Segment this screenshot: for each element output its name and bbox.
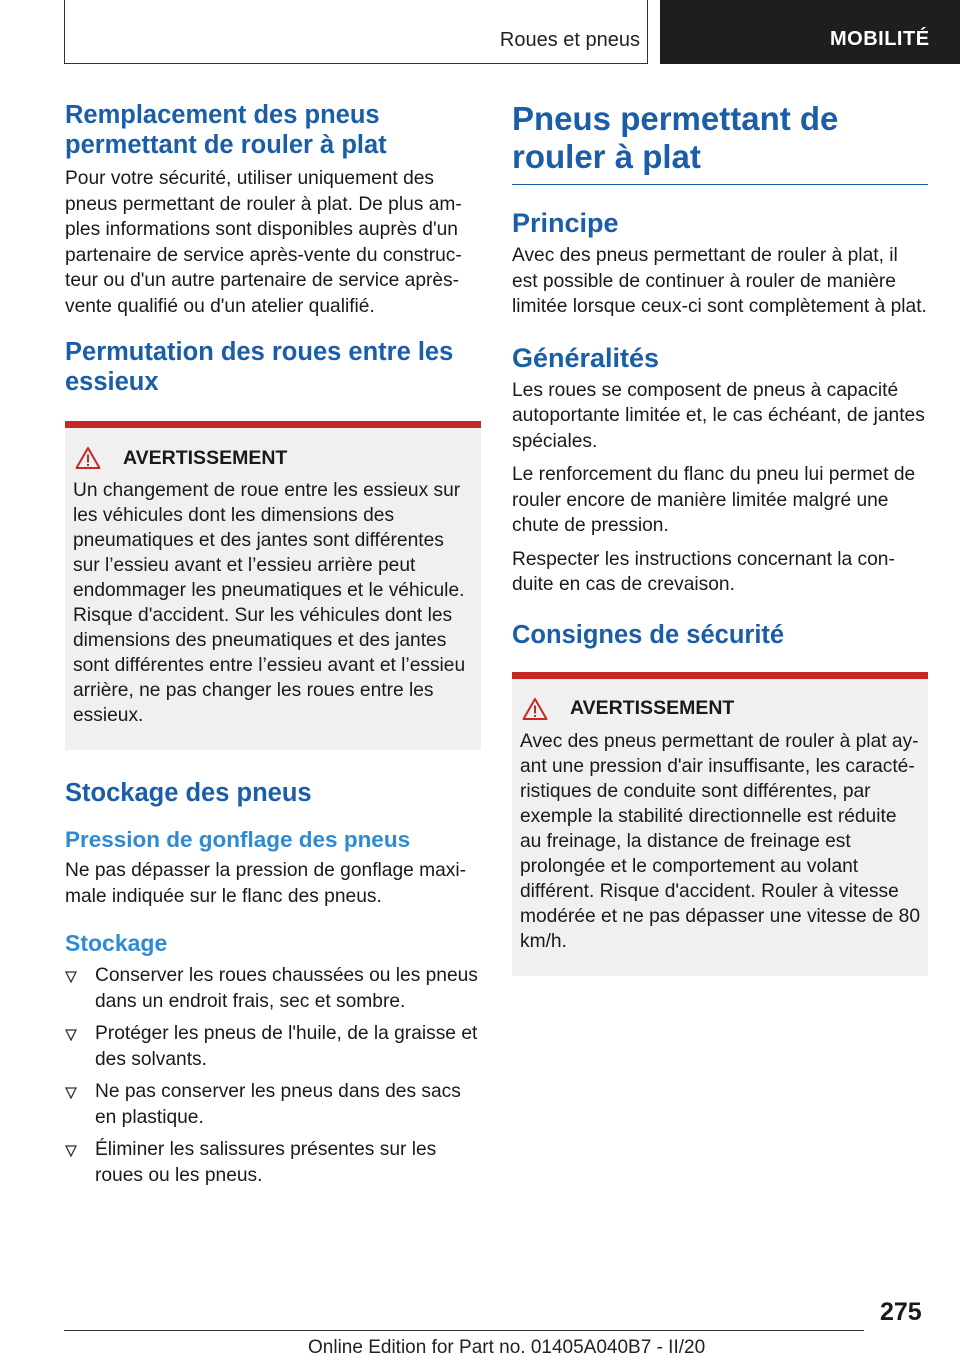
footer-rule: [64, 1330, 864, 1331]
list-item: [65, 1021, 481, 1072]
permutation-warning-box: [65, 421, 481, 750]
runflat-warning-box: [512, 672, 928, 976]
general-paragraph: Le renforcement du flanc du pneu lui permet de rouler encore de manière limitée malgré une chute de pression.: [512, 464, 916, 536]
general-paragraph: Les roues se composent de pneus à capacité autoportante limitée et, le cas échéant, de jantes spéciales.: [512, 379, 925, 452]
warning-triangle-icon: [75, 446, 101, 470]
general-paragraph: Respecter les instructions concernant la conduite en cas de crevaison.: [512, 548, 895, 595]
triangle-bullet-icon: [65, 1029, 77, 1041]
warning-body: Avec des pneus permettant de rouler à plat ayant une pression d'air insuffisante, les caractéristiques de conduite sont différentes, par exemple la stabilité directionnelle est réduite au freinage, la distance de freinage est prolongée et le comportement au volant différent. Risque d'accident. Rouler à vitesse modérée et ne pas dépasser une vitesse de 80 km/h.: [520, 730, 921, 952]
general-heading: Généralités: [512, 342, 660, 373]
warning-label: AVERTISSEMENT: [570, 697, 735, 719]
header-chapter-tab: [660, 0, 960, 64]
storage-heading: Stockage des pneus: [65, 779, 312, 807]
runflat-title: Pneus permettant de rouler à plat: [512, 100, 839, 175]
safety-heading: Consignes de sécurité: [512, 620, 785, 649]
page-number: 275: [880, 1298, 922, 1326]
permutation-heading: Permutation des roues entre les essieux: [65, 338, 454, 396]
pressure-body: Ne pas dépasser la pression de gonflage maximale indiquée sur le flanc des pneus.: [65, 860, 467, 907]
list-item-text: Protéger les pneus de l'huile, de la graisse et des solvants.: [95, 1023, 478, 1070]
list-item-text: Conserver les roues chaussées ou les pneus dans un endroit frais, sec et sombre.: [95, 965, 478, 1012]
warning-triangle-icon: [522, 697, 548, 721]
list-item-text: Éliminer les salissures présentes sur les roues ou les pneus.: [95, 1139, 437, 1186]
replacement-body: Pour votre sécurité, utiliser uniquement des pneus permettant de rouler à plat. De plus amples informations sont disponibles auprès d'un partenaire de service après-vente du constructeur ou d'un autre partenaire de service après-vente qualifié ou d'un atelier qualifié.: [65, 168, 462, 317]
list-item: [65, 1079, 481, 1130]
title-rule: [512, 184, 928, 185]
warning-label: AVERTISSEMENT: [123, 446, 288, 469]
list-item: [65, 1137, 481, 1188]
header-section-title: Roues et pneus: [499, 29, 640, 51]
principle-body: Avec des pneus permettant de rouler à plat, il est possible de continuer à rouler de manière limitée lorsque ceux-ci sont complètement à plat.: [512, 245, 927, 317]
storage-list: [65, 963, 481, 1188]
right-column: [512, 100, 928, 976]
list-item: [65, 963, 481, 1014]
warning-header: [522, 697, 920, 721]
pressure-heading: Pression de gonflage des pneus: [65, 827, 411, 852]
warning-body: Un changement de roue entre les essieux sur les véhicules dont les dimensions des pneumatiques et des jantes sont différentes sur l’essieu avant et l’essieu arrière peut endommager les pneumatiques et le véhicule. Risque d'accident. Sur les véhicules dont les dimensions des pneumatiques et des jantes sont différentes entre l’essieu avant et l’essieu arrière, ne pas changer les roues entre les essieux.: [73, 480, 466, 726]
principle-heading: Principe: [512, 208, 619, 238]
left-column: [65, 100, 481, 1195]
edition-note: Online Edition for Part no. 01405A040B7 - II/20: [308, 1337, 706, 1358]
header-chapter-label: MOBILITÉ: [830, 28, 930, 50]
triangle-bullet-icon: [65, 971, 77, 983]
replacement-heading: Remplacement des pneus permettant de rouler à plat: [65, 101, 387, 159]
triangle-bullet-icon: [65, 1087, 77, 1099]
stockage-heading: Stockage: [65, 930, 168, 956]
warning-header: [75, 446, 473, 470]
triangle-bullet-icon: [65, 1145, 77, 1157]
list-item-text: Ne pas conserver les pneus dans des sacs en plastique.: [95, 1081, 461, 1128]
